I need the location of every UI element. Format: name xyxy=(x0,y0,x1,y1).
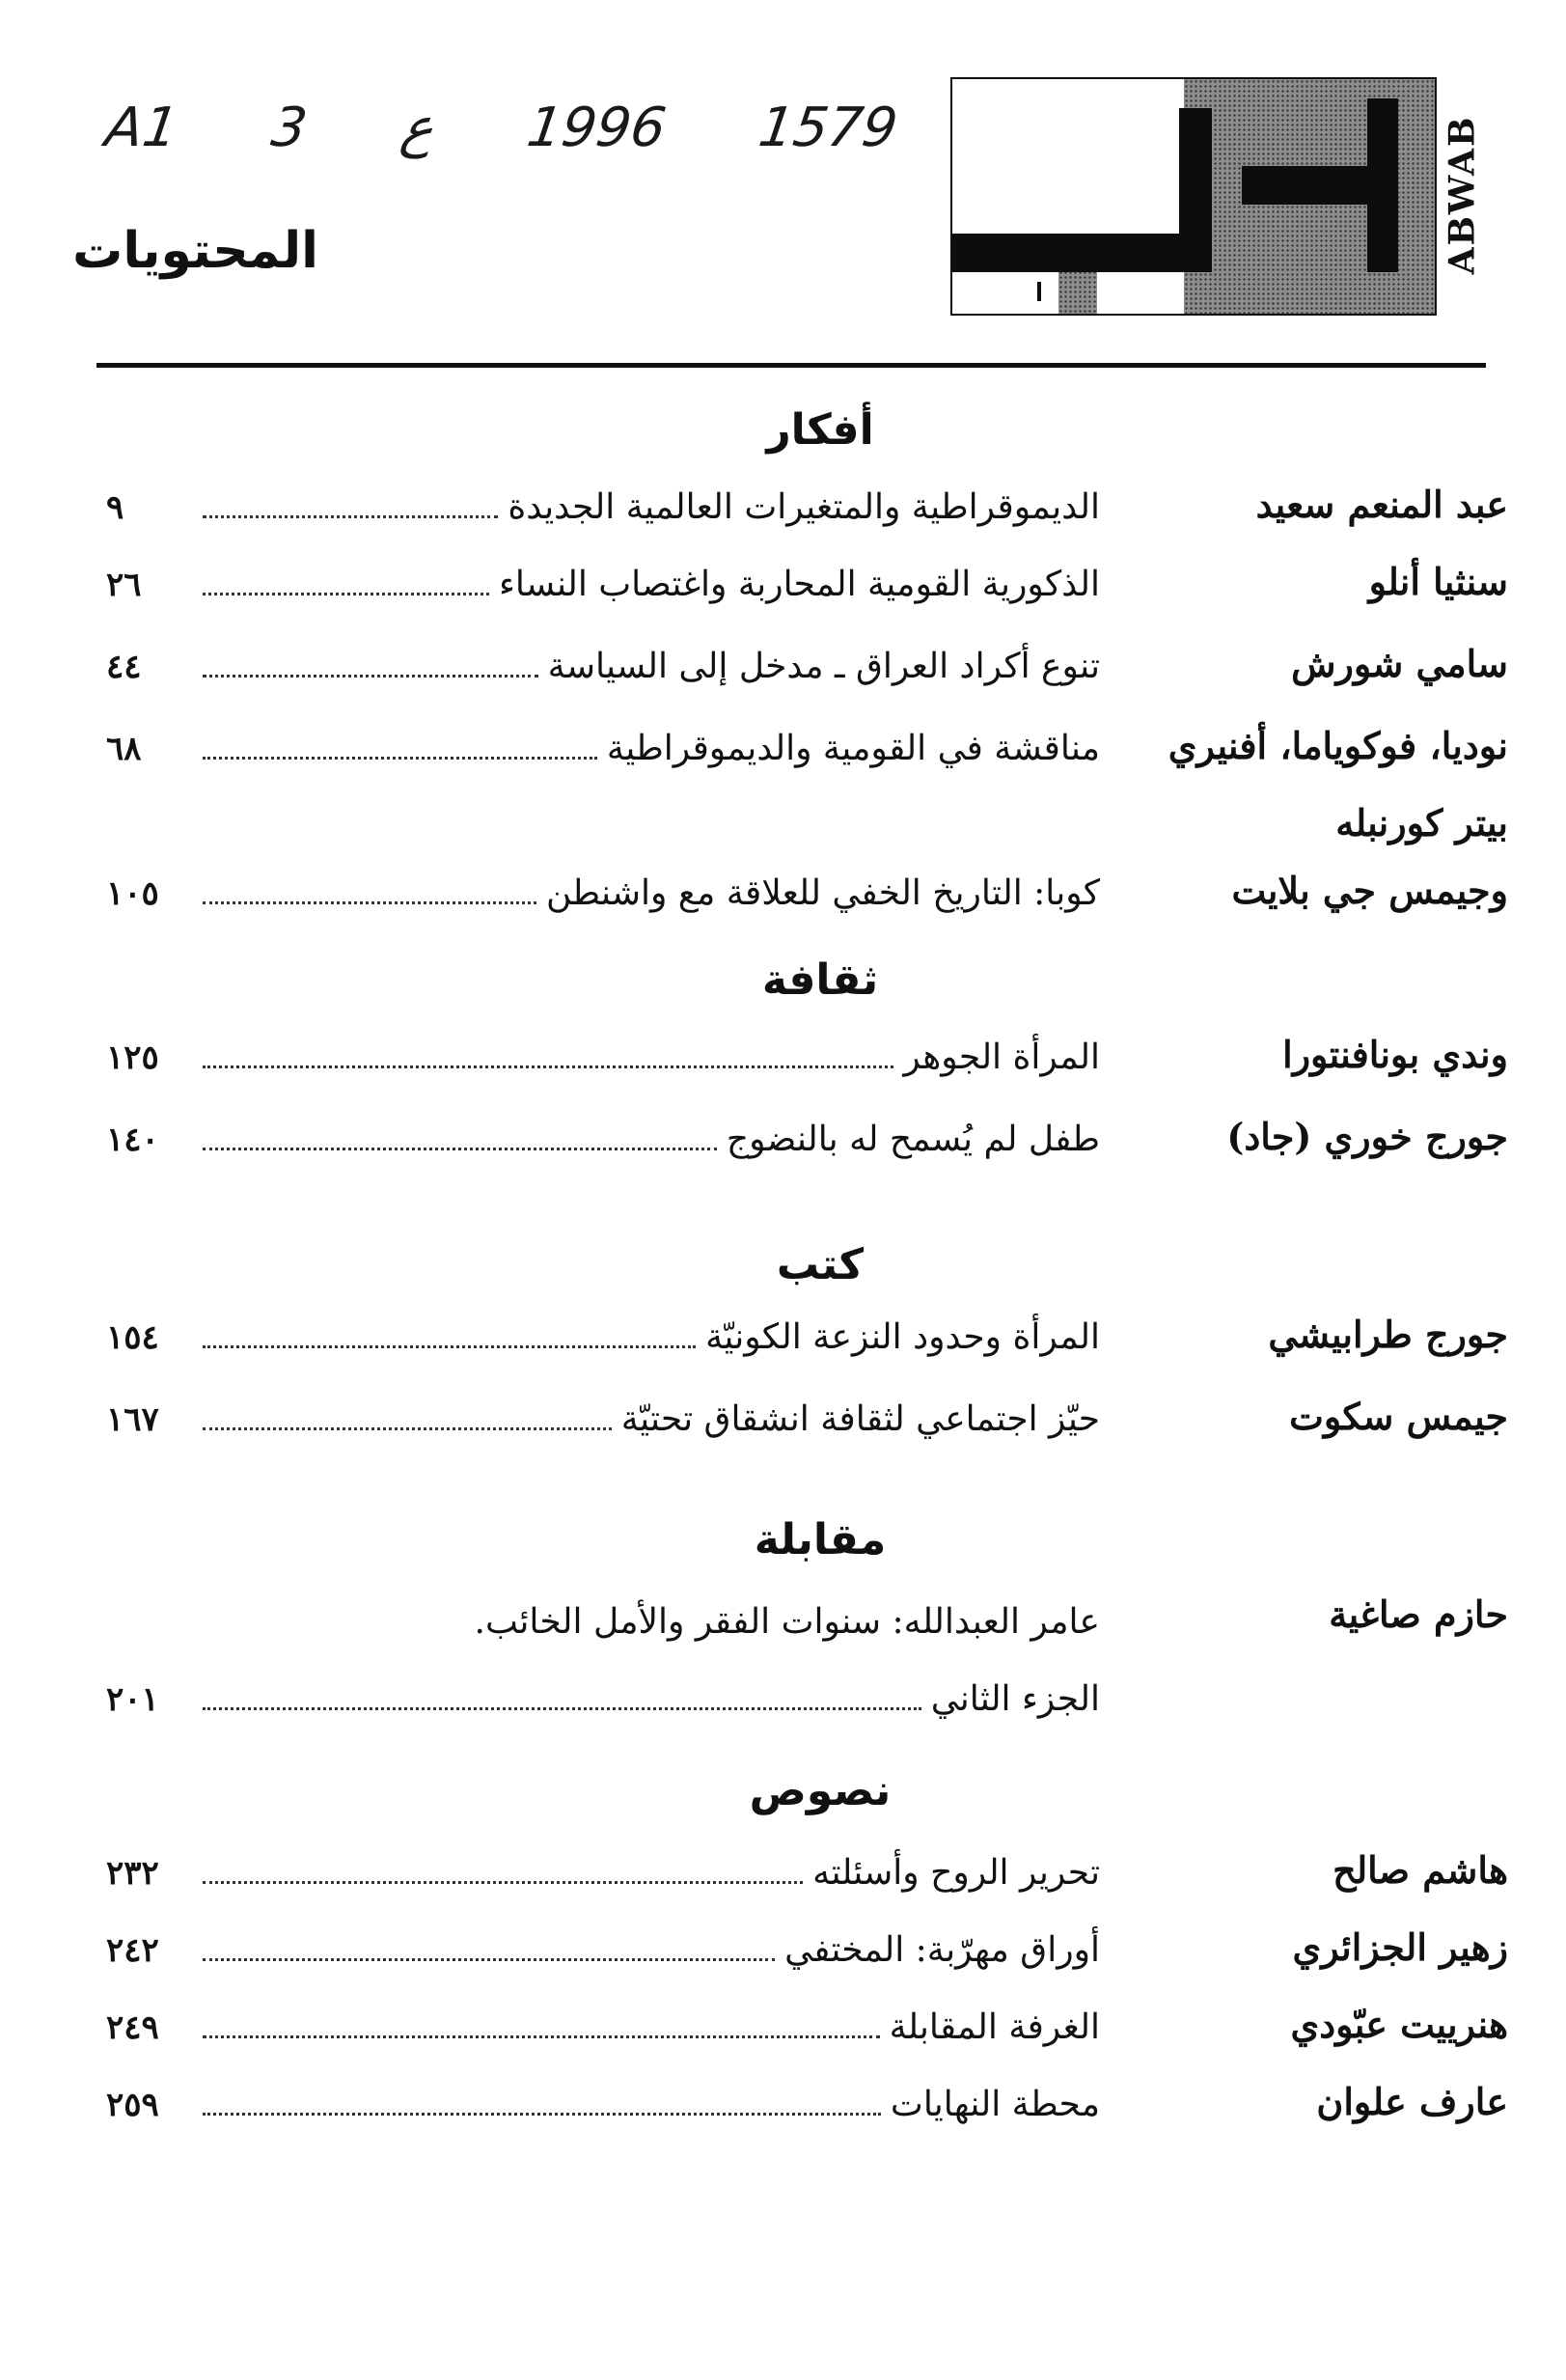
dot-leader xyxy=(203,593,489,595)
toc-entry[interactable] xyxy=(106,1930,1100,1988)
dot-leader xyxy=(203,757,597,760)
logo-bar xyxy=(1179,108,1212,272)
entry-page: ١٤٠ xyxy=(106,1121,159,1159)
entry-title: حيّز اجتماعي لثقافة انشقاق تحتيّة xyxy=(620,1399,1100,1439)
entry-author: عارف علوان xyxy=(1316,2080,1508,2123)
entry-author: زهير الجزائري xyxy=(1292,1925,1508,1969)
entry-page: ٢٤٩ xyxy=(106,2008,159,2047)
entry-title: أوراق مهرّبة: المختفي xyxy=(784,1930,1100,1970)
entry-title: تحرير الروح وأسئلته xyxy=(812,1853,1100,1893)
section-heading: ثقافة xyxy=(761,955,879,1005)
dot-leader xyxy=(203,675,538,678)
entry-page: ٢٠١ xyxy=(106,1680,159,1719)
toc-entry[interactable] xyxy=(106,1038,1100,1095)
dot-leader xyxy=(203,515,498,518)
entry-author: سنثيا أنلو xyxy=(1368,560,1508,603)
entry-page: ١٥٤ xyxy=(106,1318,159,1357)
logo-bar xyxy=(1037,282,1041,301)
toc-entry[interactable] xyxy=(106,487,1100,545)
entry-author: هاشم صالح xyxy=(1332,1848,1508,1892)
entry-page: ٢٣٢ xyxy=(106,1854,159,1893)
entry-title: محطة النهايات xyxy=(890,2085,1100,2124)
dot-leader xyxy=(203,1707,921,1710)
page-title: المحتويات xyxy=(72,222,318,280)
handwritten-note: 1579 xyxy=(755,97,902,159)
entry-title: طفل لم يُسمح له بالنضوج xyxy=(726,1120,1100,1159)
dot-leader xyxy=(203,1148,717,1150)
dot-leader xyxy=(203,1427,612,1430)
entry-author: عبد المنعم سعيد xyxy=(1255,483,1508,526)
logo-bar xyxy=(952,234,1184,272)
header-divider xyxy=(96,363,1486,368)
logo-latin-text: ABWAB xyxy=(1442,115,1483,274)
entry-title: الغرفة المقابلة xyxy=(889,2007,1100,2047)
entry-author: نوديا، فوكوياما، أفنيري xyxy=(1168,724,1508,767)
logo-bar xyxy=(1242,166,1377,205)
entry-author: حازم صاغية xyxy=(1329,1592,1508,1636)
toc-entry[interactable] xyxy=(106,1317,1100,1375)
dot-leader xyxy=(203,901,536,904)
toc-entry[interactable] xyxy=(106,1853,1100,1911)
entry-author: جيمس سكوت xyxy=(1289,1395,1508,1438)
section-heading: كتب xyxy=(776,1240,865,1289)
entry-page: ١٠٥ xyxy=(106,874,159,913)
entry-page: ١٢٥ xyxy=(106,1038,159,1077)
section-heading: نصوص xyxy=(749,1766,892,1815)
toc-entry[interactable] xyxy=(106,2007,1100,2065)
entry-title: الجزء الثاني xyxy=(930,1679,1100,1719)
entry-author: هنرييت عبّودي xyxy=(1290,2003,1508,2046)
entry-author: جورج خوري (جاد) xyxy=(1226,1115,1508,1158)
toc-entry[interactable] xyxy=(106,1120,1100,1177)
toc-entry[interactable] xyxy=(106,565,1100,623)
entry-author: وندي بونافنتورا xyxy=(1282,1033,1508,1076)
toc-entry[interactable] xyxy=(106,873,1100,931)
entry-title: الذكورية القومية المحاربة واغتصاب النساء xyxy=(498,565,1100,604)
entry-title: المرأة الجوهر xyxy=(903,1038,1100,1077)
dot-leader xyxy=(203,1958,775,1961)
dot-leader xyxy=(203,1881,803,1884)
entry-title: الديموقراطية والمتغيرات العالمية الجديدة xyxy=(508,487,1100,527)
toc-entry[interactable] xyxy=(106,1679,1100,1737)
toc-entry[interactable] xyxy=(106,2085,1100,2143)
magazine-logo xyxy=(950,77,1437,316)
entry-page: ٤٤ xyxy=(106,648,142,686)
dot-leader xyxy=(203,1065,893,1068)
entry-author: بيتر كورنبله xyxy=(1335,801,1508,844)
section-heading: مقابلة xyxy=(754,1515,887,1564)
section-heading: أفكار xyxy=(766,405,874,455)
logo-bar xyxy=(1367,98,1398,272)
entry-title: المرأة وحدود النزعة الكونيّة xyxy=(705,1317,1100,1357)
dot-leader xyxy=(203,1345,696,1348)
entry-page: ٢٥٩ xyxy=(106,2086,159,2124)
toc-entry[interactable] xyxy=(106,647,1100,705)
entry-title-line[interactable]: عامر العبدالله: سنوات الفقر والأمل الخائب. xyxy=(474,1602,1100,1642)
entry-author: وجيمس جي بلايت xyxy=(1231,869,1508,912)
handwritten-note: 3 xyxy=(267,97,312,159)
entry-title: مناقشة في القومية والديموقراطية xyxy=(606,729,1100,768)
toc-entry[interactable] xyxy=(106,729,1100,787)
handwritten-note: 1996 xyxy=(523,97,671,159)
entry-title: كوبا: التاريخ الخفي للعلاقة مع واشنطن xyxy=(546,873,1100,913)
entry-author: جورج طرابيشي xyxy=(1268,1313,1508,1356)
dot-leader xyxy=(203,2035,880,2038)
entry-page: ٦٨ xyxy=(106,730,142,768)
toc-entry[interactable] xyxy=(106,1399,1100,1457)
handwritten-note: A1 xyxy=(101,97,182,159)
entry-title: تنوع أكراد العراق ـ مدخل إلى السياسة xyxy=(547,647,1100,686)
handwritten-note: ع xyxy=(396,97,438,159)
entry-page: ٢٤٢ xyxy=(106,1931,159,1970)
entry-page: ٩ xyxy=(106,488,124,527)
entry-author: سامي شورش xyxy=(1291,642,1508,685)
entry-page: ١٦٧ xyxy=(106,1400,159,1439)
handwritten-notes xyxy=(101,97,902,159)
dot-leader xyxy=(203,2113,881,2116)
entry-page: ٢٦ xyxy=(106,566,142,604)
